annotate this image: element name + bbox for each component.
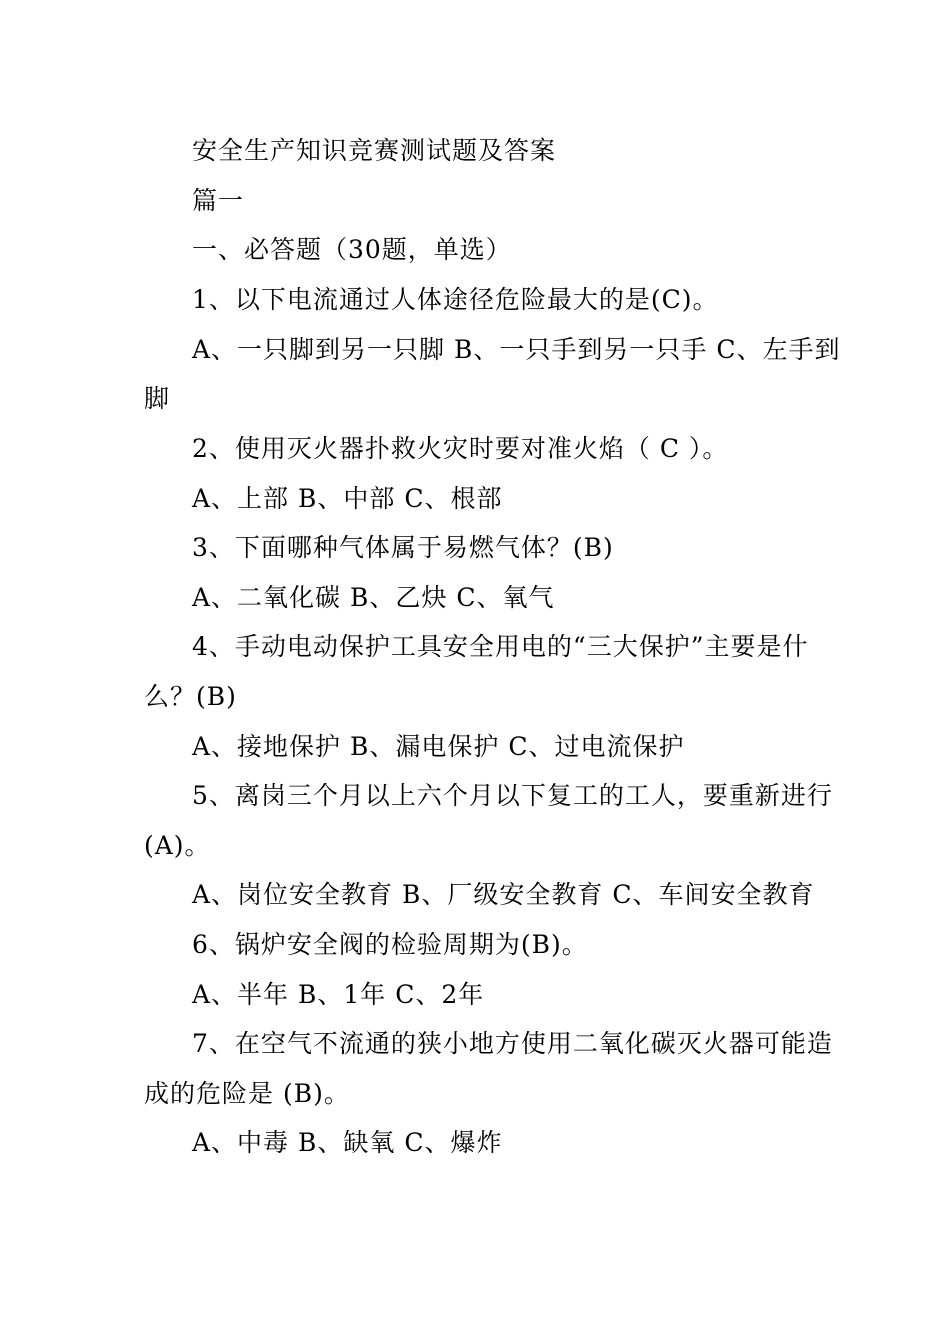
question-4: 4、手动电动保护工具安全用电的“三大保护”主要是什: [192, 632, 809, 661]
question-4-cont: 么？(B): [144, 682, 237, 711]
question-5-options: A、岗位安全教育 B、厂级安全教育 C、车间安全教育: [192, 880, 815, 909]
part-heading: 篇一: [192, 186, 245, 215]
section-heading: 一、必答题（30题，单选）: [192, 235, 512, 264]
question-2: 2、使用灭火器扑救火灾时要对准火焰（ C ）。: [192, 434, 729, 463]
question-3-options: A、二氧化碳 B、乙炔 C、氧气: [192, 583, 555, 612]
question-7-cont: 成的危险是 (B)。: [144, 1079, 350, 1108]
question-1-options: A、一只脚到另一只脚 B、一只手到另一只手 C、左手到: [192, 335, 841, 364]
question-3: 3、下面哪种气体属于易燃气体？(B): [192, 533, 614, 562]
question-7: 7、在空气不流通的狭小地方使用二氧化碳灭火器可能造: [192, 1029, 833, 1058]
question-5-cont: (A)。: [144, 831, 211, 860]
question-4-options: A、接地保护 B、漏电保护 C、过电流保护: [192, 732, 685, 761]
question-2-options: A、上部 B、中部 C、根部: [192, 484, 503, 513]
question-5: 5、离岗三个月以上六个月以下复工的工人，要重新进行: [192, 781, 833, 810]
question-1-options-cont: 脚: [144, 384, 171, 413]
question-7-options: A、中毒 B、缺氧 C、爆炸: [192, 1128, 503, 1157]
question-6: 6、锅炉安全阀的检验周期为(B)。: [192, 930, 588, 959]
question-6-options: A、半年 B、1年 C、2年: [192, 980, 485, 1009]
document-title: 安全生产知识竞赛测试题及答案: [192, 136, 557, 165]
question-1: 1、以下电流通过人体途径危险最大的是(C)。: [192, 285, 719, 314]
